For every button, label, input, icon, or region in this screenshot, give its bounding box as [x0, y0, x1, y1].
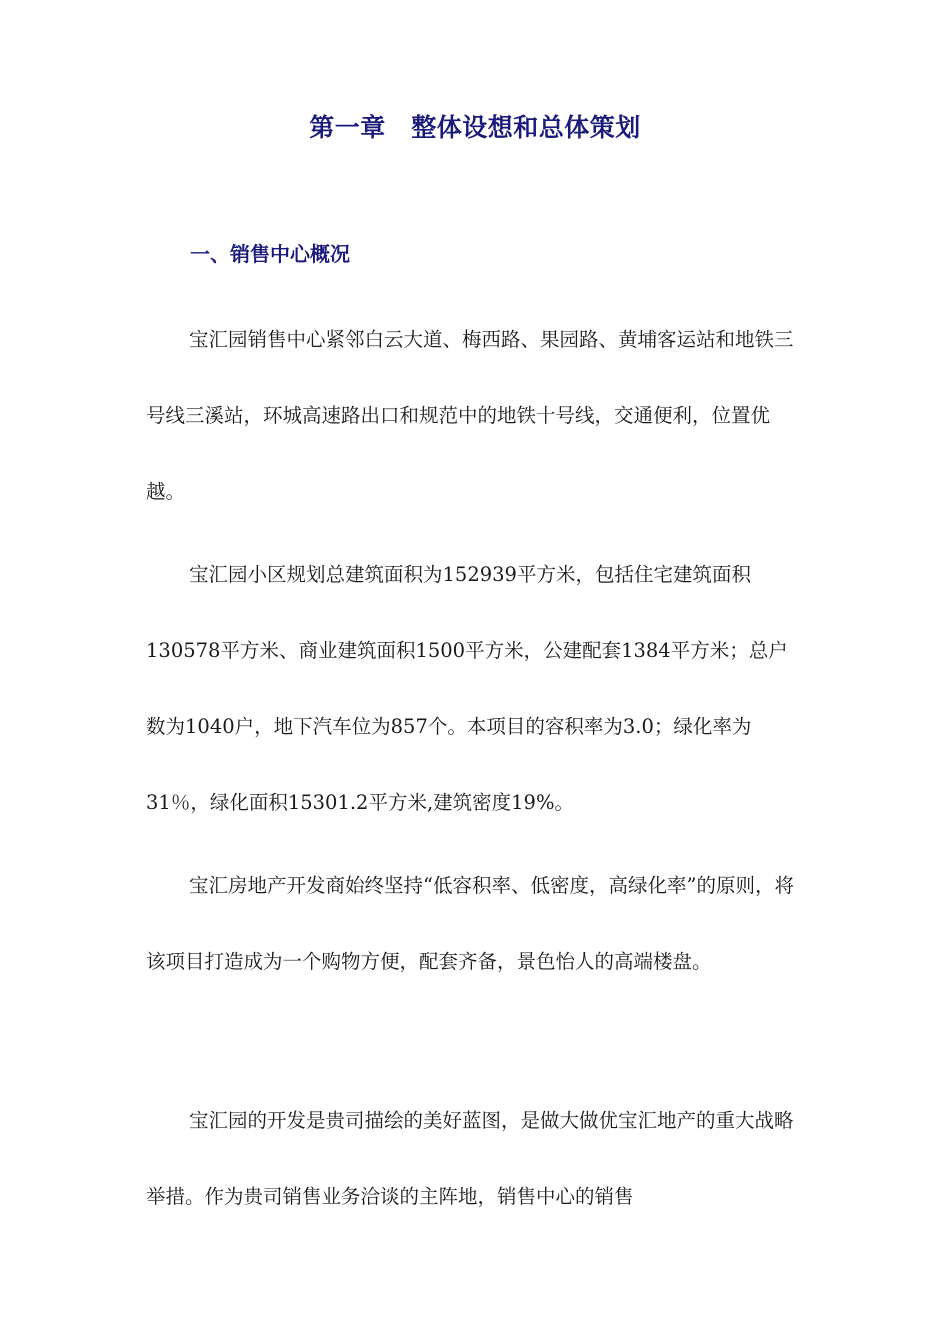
- chapter-title: 第一章 整体设想和总体策划: [309, 113, 641, 142]
- section-heading: 一、销售中心概况: [190, 242, 350, 266]
- paragraph-strategy: 宝汇园的开发是贵司描绘的美好蓝图，是做大做优宝汇地产的重大战略举措。作为贵司销售业务洽谈的主阵地，销售中心的销售: [146, 1109, 794, 1208]
- paragraph-principle: 宝汇房地产开发商始终坚持“低容积率、低密度，高绿化率”的原则，将该项目打造成为一个购物方便，配套齐备，景色怡人的高端楼盘。: [146, 874, 794, 973]
- paragraph-location: 宝汇园销售中心紧邻白云大道、梅西路、果园路、黄埔客运站和地铁三号线三溪站，环城高速路出口和规范中的地铁十号线，交通便利，位置优越。: [146, 328, 794, 503]
- paragraph-planning: 宝汇园小区规划总建筑面积为152939平方米，包括住宅建筑面积130578平方米、商业建筑面积1500平方米，公建配套1384平方米；总户数为1040户，地下汽车位为857个。本项目的容积率为3.0；绿化率为31％，绿化面积15301.2平方米,建筑密度19%。: [146, 563, 788, 814]
